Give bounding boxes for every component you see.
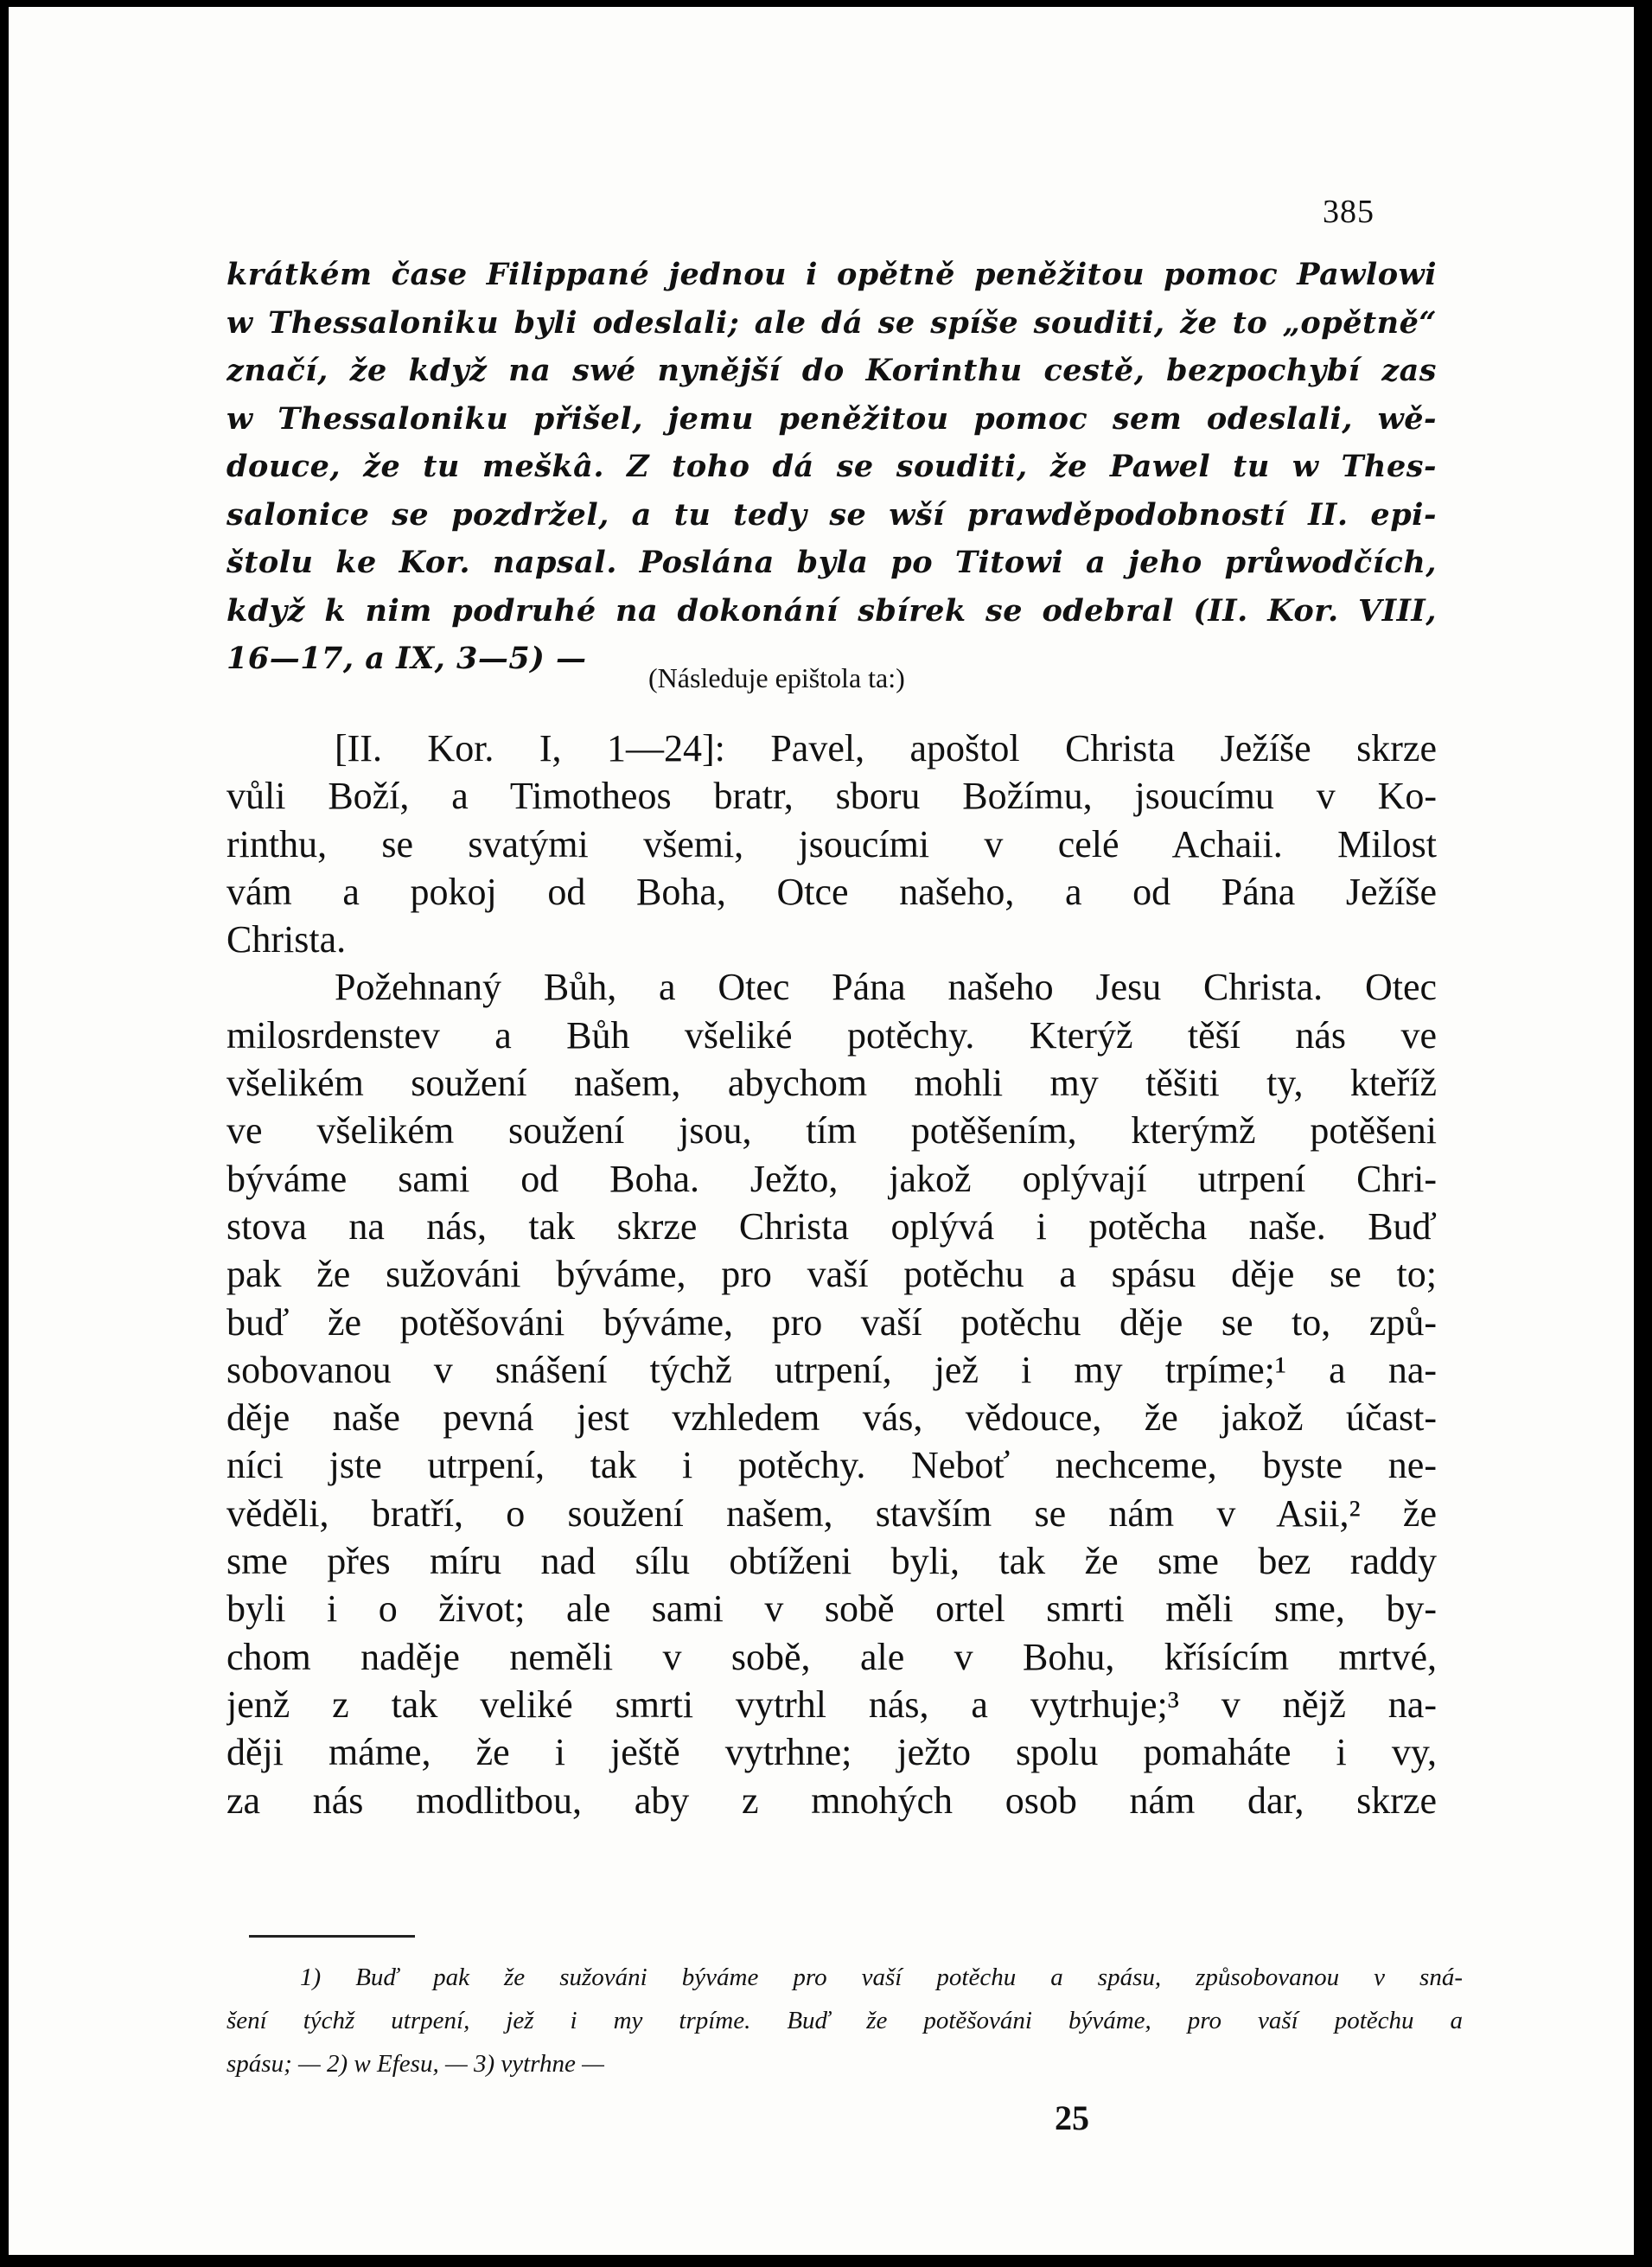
footnote-line: šení týchž utrpení, jež i my trpíme. Buď že potěšováni býváme, pro vaší potěchu a — [226, 2007, 1463, 2034]
main-line: věděli, bratří, o soužení našem, stavším se nám v Asii,² že — [226, 1491, 1437, 1535]
main-line: všelikém soužení našem, abychom mohli my těšiti ty, kteříž — [226, 1062, 1437, 1105]
fraktur-line: štolu ke Kor. napsal. Poslána byla po Titowi a jeho průwodčích, — [226, 545, 1437, 580]
fraktur-line: když k nim podruhé na dokonání sbírek se odebral (II. Kor. VIII, — [226, 592, 1437, 629]
fraktur-line: w Thessaloniku přišel, jemu peněžitou pomoc sem odeslali, wě- — [226, 400, 1437, 437]
footnote-divider — [249, 1935, 415, 1938]
main-line: ve všelikém soužení jsou, tím potěšením, kterýmž potěšeni — [226, 1109, 1437, 1153]
main-line: sme přes míru nad sílu obtíženi byli, tak že sme bez raddy — [226, 1540, 1437, 1583]
fraktur-paragraph — [226, 251, 1437, 683]
footnote-line: spásu; — 2) w Efesu, — 3) vytrhne — — [226, 2050, 604, 2078]
main-line: [II. Kor. I, 1—24]: Pavel, apoštol Christa Ježíše skrze — [335, 727, 1437, 770]
main-line: jenž z tak veliké smrti vytrhl nás, a vytrhuje;³ v nějž na- — [226, 1683, 1437, 1726]
fraktur-line: douce, že tu meškâ. Z toho dá se souditi, že Pawel tu w Thes- — [226, 449, 1437, 484]
main-line: býváme sami od Boha. Ježto, jakož oplývají utrpení Chri- — [226, 1157, 1437, 1200]
main-line: ději máme, že i ještě vytrhne; ježto spolu pomaháte i vy, — [226, 1731, 1437, 1774]
main-line: níci jste utrpení, tak i potěchy. Neboť nechceme, byste ne- — [226, 1444, 1437, 1487]
book-page — [9, 7, 1634, 2255]
main-line: děje naše pevná jest vzhledem vás, vědouce, že jakož účast- — [226, 1396, 1437, 1440]
main-line: buď že potěšováni býváme, pro vaší potěchu děje se to, způ- — [226, 1300, 1437, 1344]
main-text — [226, 725, 1437, 1824]
fraktur-line: w Thessaloniku byli odeslali; ale dá se spíše souditi, že to „opětně“ — [226, 304, 1437, 341]
main-line: Požehnaný Bůh, a Otec Pána našeho Jesu Christa. Otec — [335, 966, 1437, 1009]
main-line: sobovanou v snášení týchž utrpení, jež i my trpíme;¹ a na- — [226, 1348, 1437, 1391]
main-line: byli i o život; ale sami v sobě ortel smrti měli sme, by- — [226, 1587, 1437, 1631]
main-line: vůli Boží, a Timotheos bratr, sboru Božímu, jsoucímu v Ko- — [226, 775, 1437, 818]
fraktur-line: značí, že když na swé nynější do Korinthu cestě, bezpochybí zas — [226, 353, 1437, 388]
fraktur-line: salonice se pozdržel, a tu tedy se wší prawděpodobností II. epi- — [226, 496, 1437, 533]
main-line: za nás modlitbou, aby z mnohých osob nám dar, skrze — [226, 1778, 1437, 1822]
footnote-line: 1) Buď pak že sužováni býváme pro vaší potěchu a spásu, způsobovanou v sná- — [300, 1964, 1463, 1991]
main-line: stova na nás, tak skrze Christa oplývá i potěcha naše. Buď — [226, 1204, 1437, 1248]
footnotes — [226, 1956, 1463, 2085]
fraktur-line: krátkém čase Filippané jednou i opětně peněžitou pomoc Pawlowi — [226, 257, 1437, 292]
section-title: (Následuje epištola ta:) — [648, 662, 905, 693]
main-line: Christa. — [226, 918, 347, 961]
fraktur-line: 16—17, a IX, 3—5) — — [226, 641, 587, 676]
main-line: pak že sužováni býváme, pro vaší potěchu a spásu děje se to; — [226, 1253, 1437, 1296]
main-line: milosrdenstev a Bůh všeliké potěchy. Kterýž těší nás ve — [226, 1013, 1437, 1057]
main-line: chom naděje neměli v sobě, ale v Bohu, křísícím mrtvé, — [226, 1635, 1437, 1678]
page-number: 385 — [1323, 194, 1375, 230]
main-line: vám a pokoj od Boha, Otce našeho, a od Pána Ježíše — [226, 870, 1437, 913]
signature-mark: 25 — [1055, 2098, 1089, 2137]
main-line: rinthu, se svatými všemi, jsoucími v celé Achaii. Milost — [226, 822, 1437, 865]
